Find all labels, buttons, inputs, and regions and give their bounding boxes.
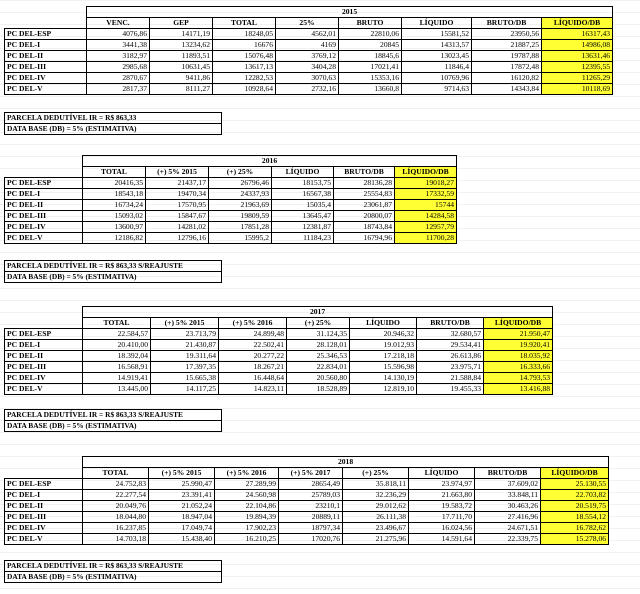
- column-header[interactable]: BRUTO/DB: [417, 318, 484, 329]
- header-corner-cell: [5, 318, 83, 329]
- value-cell[interactable]: 3769,12: [276, 51, 339, 62]
- table-row: [5, 340, 553, 351]
- table-row: [5, 178, 457, 189]
- note-row: [5, 113, 222, 124]
- row-label[interactable]: PC DEL-I: [5, 490, 83, 501]
- value-cell[interactable]: 29.534,41: [417, 340, 484, 351]
- value-cell[interactable]: 14.591,64: [409, 534, 475, 545]
- value-cell[interactable]: 23061,87: [334, 200, 395, 211]
- highlighted-cell[interactable]: 15.278,06: [541, 534, 609, 545]
- column-header[interactable]: (+) 5% 2015: [149, 468, 215, 479]
- row-label[interactable]: PC DEL-ESP: [5, 479, 83, 490]
- table-row: [5, 523, 609, 534]
- notes-2017: [4, 409, 222, 432]
- note-deductible[interactable]: PARCELA DEDUTÍVEL IR = R$ 863,33 S/REAJUSTE: [5, 561, 222, 572]
- value-cell[interactable]: 22.502,41: [219, 340, 287, 351]
- table-row: [5, 222, 457, 233]
- value-cell[interactable]: 15847,67: [146, 211, 209, 222]
- value-cell[interactable]: 19809,59: [209, 211, 272, 222]
- value-cell[interactable]: 3070,63: [276, 73, 339, 84]
- value-cell[interactable]: 14.130,19: [350, 373, 417, 384]
- value-cell[interactable]: 4169: [276, 40, 339, 51]
- value-cell[interactable]: 28654,49: [279, 479, 343, 490]
- table-row: [5, 84, 613, 95]
- highlighted-cell[interactable]: 16.782,62: [541, 523, 609, 534]
- row-label[interactable]: PC DEL-V: [5, 233, 83, 244]
- note-row: [5, 272, 222, 283]
- value-cell[interactable]: 23.975,71: [417, 362, 484, 373]
- row-label[interactable]: PC DEL-V: [5, 384, 83, 395]
- table-row: [5, 200, 457, 211]
- value-cell[interactable]: 14.117,25: [151, 384, 219, 395]
- value-cell[interactable]: 18248,05: [213, 29, 276, 40]
- column-header[interactable]: LÍQUIDO: [350, 318, 417, 329]
- row-label[interactable]: PC DEL-II: [5, 200, 83, 211]
- column-header[interactable]: (+) 25%: [209, 167, 272, 178]
- table-2017: [4, 306, 553, 395]
- highlighted-cell[interactable]: 14.793,53: [484, 373, 553, 384]
- table-row: [5, 501, 609, 512]
- header-row: [5, 18, 613, 29]
- column-header[interactable]: (+) 25%: [343, 468, 409, 479]
- value-cell[interactable]: 23950,56: [472, 29, 542, 40]
- value-cell[interactable]: 21887,25: [472, 40, 542, 51]
- value-cell[interactable]: 13.445,00: [83, 384, 151, 395]
- value-cell[interactable]: 26.111,38: [343, 512, 409, 523]
- value-cell[interactable]: 18845,6: [339, 51, 402, 62]
- table-row: [5, 73, 613, 84]
- table-row: [5, 189, 457, 200]
- note-deductible[interactable]: PARCELA DEDUTÍVEL IR = R$ 863,33: [5, 113, 222, 124]
- value-cell[interactable]: 19787,88: [472, 51, 542, 62]
- value-cell[interactable]: 16734,24: [83, 200, 146, 211]
- table-row: [5, 373, 553, 384]
- year-row: [5, 156, 457, 167]
- value-cell[interactable]: 23.391,41: [149, 490, 215, 501]
- value-cell[interactable]: 22.834,01: [287, 362, 350, 373]
- table-2015: [4, 6, 613, 95]
- header-row: [5, 468, 609, 479]
- year-title[interactable]: 2015: [87, 7, 613, 18]
- column-header[interactable]: BRUTO/DB: [334, 167, 395, 178]
- value-cell[interactable]: 17020,76: [279, 534, 343, 545]
- value-cell[interactable]: 16567,38: [272, 189, 334, 200]
- row-label[interactable]: PC DEL-I: [5, 40, 87, 51]
- value-cell[interactable]: 12186,82: [83, 233, 146, 244]
- value-cell[interactable]: 12282,53: [213, 73, 276, 84]
- header-corner-cell: [5, 167, 83, 178]
- table-row: [5, 62, 613, 73]
- highlighted-cell[interactable]: 19018,27: [395, 178, 457, 189]
- value-cell[interactable]: 26.613,86: [417, 351, 484, 362]
- table-row: [5, 329, 553, 340]
- row-label[interactable]: PC DEL-V: [5, 84, 87, 95]
- table-row: [5, 534, 609, 545]
- value-cell[interactable]: 4562,01: [276, 29, 339, 40]
- value-cell[interactable]: 19.455,33: [417, 384, 484, 395]
- value-cell[interactable]: 25.990,47: [149, 479, 215, 490]
- column-header[interactable]: (+) 5% 2017: [279, 468, 343, 479]
- row-label[interactable]: PC DEL-III: [5, 211, 83, 222]
- value-cell[interactable]: 10928,64: [213, 84, 276, 95]
- highlighted-cell[interactable]: 13.416,88: [484, 384, 553, 395]
- row-label[interactable]: PC DEL-ESP: [5, 29, 87, 40]
- value-cell[interactable]: 20.049,76: [83, 501, 149, 512]
- value-cell[interactable]: 15353,16: [339, 73, 402, 84]
- row-label[interactable]: PC DEL-IV: [5, 373, 83, 384]
- value-cell[interactable]: 16676: [213, 40, 276, 51]
- note-database[interactable]: DATA BASE (DB) = 5% (ESTIMATIVA): [5, 272, 222, 283]
- year-row: [5, 7, 613, 18]
- value-cell[interactable]: 25554,83: [334, 189, 395, 200]
- value-cell[interactable]: 17570,95: [146, 200, 209, 211]
- value-cell[interactable]: 14343,84: [472, 84, 542, 95]
- year-row: [5, 457, 609, 468]
- note-database[interactable]: DATA BASE (DB) = 5% (ESTIMATIVA): [5, 124, 222, 135]
- column-header[interactable]: LÍQUIDO/DB: [541, 468, 609, 479]
- corner-cell: [5, 307, 83, 318]
- row-label[interactable]: PC DEL-ESP: [5, 178, 83, 189]
- value-cell[interactable]: 25.346,53: [287, 351, 350, 362]
- row-label[interactable]: PC DEL-IV: [5, 222, 83, 233]
- value-cell[interactable]: 13617,13: [213, 62, 276, 73]
- highlighted-cell[interactable]: 15744: [395, 200, 457, 211]
- highlighted-cell[interactable]: 18.554,12: [541, 512, 609, 523]
- column-header[interactable]: (+) 25%: [287, 318, 350, 329]
- value-cell[interactable]: 16.024,56: [409, 523, 475, 534]
- note-row: [5, 421, 222, 432]
- value-cell[interactable]: 21.430,87: [151, 340, 219, 351]
- table-row: [5, 479, 609, 490]
- value-cell[interactable]: 37.609,02: [475, 479, 541, 490]
- column-header[interactable]: LÍQUIDO/DB: [395, 167, 457, 178]
- column-header[interactable]: LÍQUIDO: [272, 167, 334, 178]
- highlighted-cell[interactable]: 12395,55: [542, 62, 613, 73]
- value-cell[interactable]: 17.711,70: [409, 512, 475, 523]
- highlighted-cell[interactable]: 25.130,55: [541, 479, 609, 490]
- value-cell[interactable]: 19.012,93: [350, 340, 417, 351]
- highlighted-cell[interactable]: 10118,69: [542, 84, 613, 95]
- value-cell[interactable]: 32.236,29: [343, 490, 409, 501]
- value-cell[interactable]: 22.339,75: [475, 534, 541, 545]
- value-cell[interactable]: 3404,28: [276, 62, 339, 73]
- value-cell[interactable]: 15.665,38: [151, 373, 219, 384]
- year-title[interactable]: 2018: [83, 457, 609, 468]
- value-cell[interactable]: 16794,96: [334, 233, 395, 244]
- table-row: [5, 362, 553, 373]
- value-cell[interactable]: 25789,03: [279, 490, 343, 501]
- value-cell[interactable]: 14.919,41: [83, 373, 151, 384]
- value-cell[interactable]: 18.044,80: [83, 512, 149, 523]
- value-cell[interactable]: 18.528,89: [287, 384, 350, 395]
- notes-2018: [4, 560, 222, 583]
- value-cell[interactable]: 24.752,83: [83, 479, 149, 490]
- value-cell[interactable]: 21.663,80: [409, 490, 475, 501]
- column-header[interactable]: TOTAL: [83, 468, 149, 479]
- note-row: [5, 261, 222, 272]
- column-header[interactable]: LÍQUIDO: [402, 18, 472, 29]
- header-corner-cell: [5, 468, 83, 479]
- column-header[interactable]: (+) 5% 2015: [146, 167, 209, 178]
- note-database[interactable]: DATA BASE (DB) = 5% (ESTIMATIVA): [5, 572, 222, 583]
- value-cell[interactable]: 9411,86: [150, 73, 213, 84]
- row-label[interactable]: PC DEL-V: [5, 534, 83, 545]
- value-cell[interactable]: 3441,38: [87, 40, 150, 51]
- value-cell[interactable]: 24337,93: [209, 189, 272, 200]
- value-cell[interactable]: 14.823,11: [219, 384, 287, 395]
- value-cell[interactable]: 14.703,18: [83, 534, 149, 545]
- value-cell[interactable]: 21.052,24: [149, 501, 215, 512]
- corner-cell: [5, 156, 83, 167]
- value-cell[interactable]: 22.277,54: [83, 490, 149, 501]
- value-cell[interactable]: 20416,35: [83, 178, 146, 189]
- value-cell[interactable]: 12.819,10: [350, 384, 417, 395]
- value-cell[interactable]: 24.671,51: [475, 523, 541, 534]
- value-cell[interactable]: 18543,18: [83, 189, 146, 200]
- value-cell[interactable]: 2870,67: [87, 73, 150, 84]
- highlighted-cell[interactable]: 11265,29: [542, 73, 613, 84]
- note-database[interactable]: DATA BASE (DB) = 5% (ESTIMATIVA): [5, 421, 222, 432]
- table-row: [5, 384, 553, 395]
- column-header[interactable]: GEP: [150, 18, 213, 29]
- value-cell[interactable]: 3182,97: [87, 51, 150, 62]
- row-label[interactable]: PC DEL-II: [5, 51, 87, 62]
- column-header[interactable]: TOTAL: [213, 18, 276, 29]
- value-cell[interactable]: 20.277,22: [219, 351, 287, 362]
- row-label[interactable]: PC DEL-IV: [5, 73, 87, 84]
- column-header[interactable]: TOTAL: [83, 167, 146, 178]
- column-header[interactable]: (+) 5% 2015: [151, 318, 219, 329]
- value-cell[interactable]: 14281,02: [146, 222, 209, 233]
- value-cell[interactable]: 35.818,11: [343, 479, 409, 490]
- value-cell[interactable]: 21963,69: [209, 200, 272, 211]
- value-cell[interactable]: 17021,41: [339, 62, 402, 73]
- table-row: [5, 40, 613, 51]
- column-header[interactable]: BRUTO/DB: [475, 468, 541, 479]
- highlighted-cell[interactable]: 11700,28: [395, 233, 457, 244]
- value-cell[interactable]: 21437,17: [146, 178, 209, 189]
- highlighted-cell[interactable]: 18.035,92: [484, 351, 553, 362]
- value-cell[interactable]: 15076,48: [213, 51, 276, 62]
- value-cell[interactable]: 16.237,85: [83, 523, 149, 534]
- highlighted-cell[interactable]: 21.950,47: [484, 329, 553, 340]
- value-cell[interactable]: 19.311,64: [151, 351, 219, 362]
- value-cell[interactable]: 13023,45: [402, 51, 472, 62]
- value-cell[interactable]: 33.848,11: [475, 490, 541, 501]
- column-header[interactable]: VENC.: [87, 18, 150, 29]
- header-corner-cell: [5, 18, 87, 29]
- table-2016: [4, 155, 457, 244]
- value-cell[interactable]: 23210,1: [279, 501, 343, 512]
- column-header[interactable]: (+) 5% 2016: [219, 318, 287, 329]
- column-header[interactable]: BRUTO/DB: [472, 18, 542, 29]
- value-cell[interactable]: 23.974,97: [409, 479, 475, 490]
- value-cell[interactable]: 11893,51: [150, 51, 213, 62]
- table-2018: [4, 456, 609, 545]
- value-cell[interactable]: 20.410,00: [83, 340, 151, 351]
- value-cell[interactable]: 19470,34: [146, 189, 209, 200]
- row-label[interactable]: PC DEL-II: [5, 501, 83, 512]
- value-cell[interactable]: 15995,2: [209, 233, 272, 244]
- notes-2015: [4, 112, 222, 135]
- row-label[interactable]: PC DEL-III: [5, 362, 83, 373]
- row-label[interactable]: PC DEL-ESP: [5, 329, 83, 340]
- value-cell[interactable]: 21.588,84: [417, 373, 484, 384]
- corner-cell: [5, 7, 87, 18]
- row-label[interactable]: PC DEL-III: [5, 512, 83, 523]
- corner-cell: [5, 457, 83, 468]
- table-row: [5, 29, 613, 40]
- value-cell[interactable]: 19.583,72: [409, 501, 475, 512]
- column-header[interactable]: BRUTO: [339, 18, 402, 29]
- value-cell[interactable]: 15093,02: [83, 211, 146, 222]
- highlighted-cell[interactable]: 14986,08: [542, 40, 613, 51]
- value-cell[interactable]: 2817,37: [87, 84, 150, 95]
- highlighted-cell[interactable]: 19.920,41: [484, 340, 553, 351]
- value-cell[interactable]: 18797,34: [279, 523, 343, 534]
- header-row: [5, 167, 457, 178]
- value-cell[interactable]: 12381,87: [272, 222, 334, 233]
- note-deductible[interactable]: PARCELA DEDUTÍVEL IR = R$ 863,33 S/REAJUSTE: [5, 261, 222, 272]
- value-cell[interactable]: 15.438,40: [149, 534, 215, 545]
- table-row: [5, 211, 457, 222]
- value-cell[interactable]: 24.899,48: [219, 329, 287, 340]
- value-cell[interactable]: 23.713,79: [151, 329, 219, 340]
- note-row: [5, 410, 222, 421]
- row-label[interactable]: PC DEL-II: [5, 351, 83, 362]
- value-cell[interactable]: 20.560,80: [287, 373, 350, 384]
- year-row: [5, 307, 553, 318]
- value-cell[interactable]: 13600,97: [83, 222, 146, 233]
- value-cell[interactable]: 24.560,98: [215, 490, 279, 501]
- column-header[interactable]: LÍQUIDO: [409, 468, 475, 479]
- value-cell[interactable]: 27.416,96: [475, 512, 541, 523]
- value-cell[interactable]: 19.894,39: [215, 512, 279, 523]
- highlighted-cell[interactable]: 20.519,75: [541, 501, 609, 512]
- value-cell[interactable]: 2732,16: [276, 84, 339, 95]
- value-cell[interactable]: 20845: [339, 40, 402, 51]
- value-cell[interactable]: 22.104,86: [215, 501, 279, 512]
- table-row: [5, 233, 457, 244]
- value-cell[interactable]: 28136,28: [334, 178, 395, 189]
- value-cell[interactable]: 17.049,74: [149, 523, 215, 534]
- value-cell[interactable]: 16.210,25: [215, 534, 279, 545]
- value-cell[interactable]: 16.448,64: [219, 373, 287, 384]
- value-cell[interactable]: 20889,11: [279, 512, 343, 523]
- value-cell[interactable]: 22.584,57: [83, 329, 151, 340]
- value-cell[interactable]: 17851,28: [209, 222, 272, 233]
- highlighted-cell[interactable]: 13631,46: [542, 51, 613, 62]
- note-deductible[interactable]: PARCELA DEDUTÍVEL IR = R$ 863,33 S/REAJUSTE: [5, 410, 222, 421]
- column-header[interactable]: (+) 5% 2016: [215, 468, 279, 479]
- value-cell[interactable]: 4076,86: [87, 29, 150, 40]
- table-row: [5, 490, 609, 501]
- header-row: [5, 318, 553, 329]
- highlighted-cell[interactable]: 14284,58: [395, 211, 457, 222]
- table-row: [5, 51, 613, 62]
- value-cell[interactable]: 20.946,32: [350, 329, 417, 340]
- value-cell[interactable]: 17.397,35: [151, 362, 219, 373]
- value-cell[interactable]: 15.596,98: [350, 362, 417, 373]
- value-cell[interactable]: 11184,23: [272, 233, 334, 244]
- value-cell[interactable]: 23.496,67: [343, 523, 409, 534]
- value-cell[interactable]: 18.947,04: [149, 512, 215, 523]
- note-row: [5, 124, 222, 135]
- highlighted-cell[interactable]: 16.333,66: [484, 362, 553, 373]
- value-cell[interactable]: 17872,48: [472, 62, 542, 73]
- row-label[interactable]: PC DEL-I: [5, 340, 83, 351]
- value-cell[interactable]: 14171,19: [150, 29, 213, 40]
- value-cell[interactable]: 13234,62: [150, 40, 213, 51]
- year-title[interactable]: 2016: [83, 156, 457, 167]
- value-cell[interactable]: 22810,06: [339, 29, 402, 40]
- value-cell[interactable]: 26796,46: [209, 178, 272, 189]
- value-cell[interactable]: 16120,82: [472, 73, 542, 84]
- value-cell[interactable]: 2985,68: [87, 62, 150, 73]
- note-row: [5, 572, 222, 583]
- highlighted-cell[interactable]: 16317,43: [542, 29, 613, 40]
- table-row: [5, 512, 609, 523]
- value-cell[interactable]: 8111,27: [150, 84, 213, 95]
- value-cell[interactable]: 32.680,57: [417, 329, 484, 340]
- row-label[interactable]: PC DEL-IV: [5, 523, 83, 534]
- value-cell[interactable]: 31.124,35: [287, 329, 350, 340]
- value-cell[interactable]: 15581,52: [402, 29, 472, 40]
- value-cell[interactable]: 29.012,62: [343, 501, 409, 512]
- value-cell[interactable]: 17.902,23: [215, 523, 279, 534]
- year-title[interactable]: 2017: [83, 307, 553, 318]
- highlighted-cell[interactable]: 12957,79: [395, 222, 457, 233]
- row-label[interactable]: PC DEL-I: [5, 189, 83, 200]
- column-header[interactable]: LÍQUIDO/DB: [542, 18, 613, 29]
- value-cell[interactable]: 30.463,26: [475, 501, 541, 512]
- value-cell[interactable]: 9714,63: [402, 84, 472, 95]
- value-cell[interactable]: 21.275,96: [343, 534, 409, 545]
- notes-2016: [4, 260, 222, 283]
- value-cell[interactable]: 13645,47: [272, 211, 334, 222]
- value-cell[interactable]: 10631,45: [150, 62, 213, 73]
- note-row: [5, 561, 222, 572]
- value-cell[interactable]: 13660,8: [339, 84, 402, 95]
- table-row: [5, 351, 553, 362]
- value-cell[interactable]: 11846,4: [402, 62, 472, 73]
- column-header[interactable]: 25%: [276, 18, 339, 29]
- column-header[interactable]: TOTAL: [83, 318, 151, 329]
- value-cell[interactable]: 27.289,99: [215, 479, 279, 490]
- value-cell[interactable]: 12796,16: [146, 233, 209, 244]
- value-cell[interactable]: 18.392,04: [83, 351, 151, 362]
- value-cell[interactable]: 14313,57: [402, 40, 472, 51]
- highlighted-cell[interactable]: 22.703,82: [541, 490, 609, 501]
- value-cell[interactable]: 17.218,18: [350, 351, 417, 362]
- value-cell[interactable]: 18743,84: [334, 222, 395, 233]
- value-cell[interactable]: 20800,07: [334, 211, 395, 222]
- column-header[interactable]: LÍQUIDO/DB: [484, 318, 553, 329]
- value-cell[interactable]: 15035,4: [272, 200, 334, 211]
- value-cell[interactable]: 10769,96: [402, 73, 472, 84]
- value-cell[interactable]: 18153,75: [272, 178, 334, 189]
- value-cell[interactable]: 18.267,21: [219, 362, 287, 373]
- value-cell[interactable]: 16.568,91: [83, 362, 151, 373]
- highlighted-cell[interactable]: 17332,59: [395, 189, 457, 200]
- value-cell[interactable]: 28.128,01: [287, 340, 350, 351]
- row-label[interactable]: PC DEL-III: [5, 62, 87, 73]
